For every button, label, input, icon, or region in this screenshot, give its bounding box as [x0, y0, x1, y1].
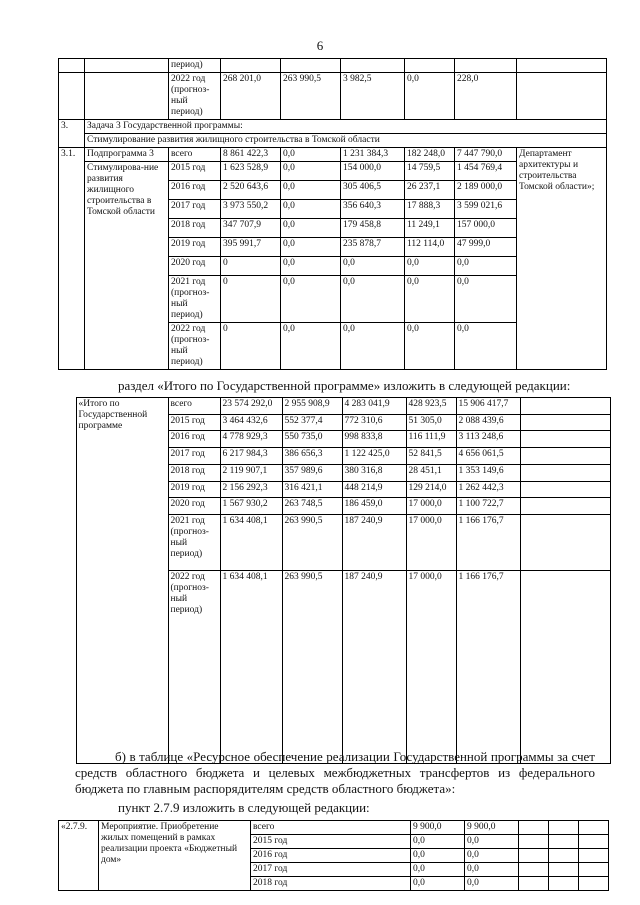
year-cell: 2019 год [168, 481, 220, 498]
empty-cell [579, 877, 609, 891]
value-cell: 0,0 [455, 257, 517, 276]
year-cell: 2017 год [251, 863, 411, 877]
empty-cell [549, 849, 579, 863]
empty-cell [517, 73, 607, 120]
value-cell: 182 248,0 [405, 148, 455, 162]
empty-cell [549, 877, 579, 891]
empty-cell [520, 448, 610, 465]
value-cell: 0,0 [281, 257, 341, 276]
value-cell: 356 640,3 [341, 200, 405, 219]
value-cell: 263 990,5 [282, 514, 342, 570]
empty-cell [520, 514, 610, 570]
year-cell: 2021 год (прогноз-ный период) [169, 276, 221, 323]
value-cell: 2 156 292,3 [220, 481, 282, 498]
value-cell: 2 955 908,9 [282, 398, 342, 415]
page-number: 6 [316, 38, 324, 53]
amendment-paragraph: б) в таблице «Ресурсное обеспечение реализации Государственной программы за счет средств областного бюджета и целевых межбюджетных трансфертов из федерального бюджета по главным распорядителям средств областного бюджета»: [75, 749, 595, 796]
value-cell: 268 201,0 [221, 73, 281, 120]
value-cell: 4 656 061,5 [456, 448, 520, 465]
item-number: «2.7.9. [59, 821, 99, 891]
value-cell: 8 861 422,3 [221, 148, 281, 162]
subprogram-name: Подпрограмма 3 [85, 148, 169, 162]
value-cell: 0,0 [405, 323, 455, 370]
value-cell: 0,0 [281, 200, 341, 219]
value-cell: 23 574 292,0 [220, 398, 282, 415]
year-cell: 2016 год [169, 181, 221, 200]
value-cell: 0,0 [465, 863, 519, 877]
empty-cell [520, 431, 610, 448]
empty-cell [520, 414, 610, 431]
value-cell: 9 900,0 [465, 821, 519, 835]
value-cell: 1 634 408,1 [220, 514, 282, 570]
value-cell: 0,0 [281, 181, 341, 200]
value-cell: 129 214,0 [406, 481, 456, 498]
empty-cell [549, 835, 579, 849]
resource-table [58, 820, 609, 891]
value-cell: 1 353 149,6 [456, 464, 520, 481]
value-cell: 357 989,6 [282, 464, 342, 481]
value-cell: 3 113 248,6 [456, 431, 520, 448]
value-cell: 386 656,3 [282, 448, 342, 465]
value-cell: 26 237,1 [405, 181, 455, 200]
value-cell: 0,0 [281, 219, 341, 238]
num-cell [59, 73, 85, 120]
value-cell: 3 982,5 [341, 73, 405, 120]
value-cell: 0,0 [405, 73, 455, 120]
value-cell: 17 888,3 [405, 200, 455, 219]
num-cell [59, 59, 85, 73]
year-cell: 2020 год [168, 498, 220, 515]
value-cell: 1 166 176,7 [456, 571, 520, 764]
value-cell: 0,0 [341, 323, 405, 370]
value-cell [341, 59, 405, 73]
value-cell: 1 122 425,0 [342, 448, 406, 465]
value-cell: 428 923,5 [406, 398, 456, 415]
value-cell: 2 088 439,6 [456, 414, 520, 431]
name-cell [85, 59, 169, 73]
year-cell: 2016 год [251, 849, 411, 863]
value-cell: 187 240,9 [342, 571, 406, 764]
year-cell: 2018 год [169, 219, 221, 238]
subprogram-description: Стимулирова-ние развития жилищного строительства в Томской области [85, 162, 169, 370]
value-cell [281, 59, 341, 73]
year-cell: 2022 год (прогноз-ный период) [169, 323, 221, 370]
value-cell: 772 310,6 [342, 414, 406, 431]
value-cell: 316 421,1 [282, 481, 342, 498]
task-title: Задача 3 Государственной программы: [85, 120, 607, 134]
value-cell: 0,0 [281, 162, 341, 181]
value-cell: 0,0 [281, 148, 341, 162]
task-row [59, 134, 607, 148]
value-cell: 179 458,8 [341, 219, 405, 238]
value-cell: 17 000,0 [406, 498, 456, 515]
value-cell: 0,0 [465, 849, 519, 863]
value-cell [455, 59, 517, 73]
item-name: Мероприятие. Приобретение жилых помещений в рамках реализации проекта «Бюджетный дом» [99, 821, 251, 891]
value-cell: 0,0 [455, 323, 517, 370]
value-cell: 0,0 [281, 276, 341, 323]
value-cell: 1 166 176,7 [456, 514, 520, 570]
value-cell: 6 217 984,3 [220, 448, 282, 465]
empty-cell [519, 821, 549, 835]
value-cell: 3 973 550,2 [221, 200, 281, 219]
table-row [59, 148, 607, 162]
year-cell: 2018 год [168, 464, 220, 481]
value-cell: 0,0 [411, 863, 465, 877]
empty-cell [517, 59, 607, 73]
value-cell: 263 990,5 [281, 73, 341, 120]
empty-cell [520, 481, 610, 498]
empty-cell [549, 821, 579, 835]
empty-cell [519, 863, 549, 877]
value-cell: 0,0 [411, 849, 465, 863]
year-cell: всего [168, 398, 220, 415]
value-cell: 448 214,9 [342, 481, 406, 498]
value-cell: 1 454 769,4 [455, 162, 517, 181]
task-subtitle: Стимулирование развития жилищного строительства в Томской области [85, 134, 607, 148]
year-cell: 2018 год [251, 877, 411, 891]
value-cell: 1 231 384,3 [341, 148, 405, 162]
value-cell: 0,0 [411, 835, 465, 849]
year-cell: 2021 год (прогноз-ный период) [168, 514, 220, 570]
subprogram-number: 3.1. [59, 148, 85, 370]
task-row [59, 120, 607, 134]
value-cell: 1 262 442,3 [456, 481, 520, 498]
year-cell: 2022 год (прогноз-ный период) [169, 73, 221, 120]
value-cell: 17 000,0 [406, 514, 456, 570]
year-cell: 2020 год [169, 257, 221, 276]
year-cell: всего [251, 821, 411, 835]
value-cell: 1 567 930,2 [220, 498, 282, 515]
total-name: «Итого по Государственной программе [76, 398, 168, 764]
value-cell: 187 240,9 [342, 514, 406, 570]
value-cell: 263 748,5 [282, 498, 342, 515]
clause-instruction: пункт 2.7.9 изложить в следующей редакции: [118, 800, 370, 815]
value-cell: 0,0 [341, 276, 405, 323]
value-cell: 305 406,5 [341, 181, 405, 200]
value-cell [405, 59, 455, 73]
spacer-cell [68, 398, 76, 764]
year-cell: всего [169, 148, 221, 162]
total-program-table [68, 397, 611, 764]
empty-cell [519, 835, 549, 849]
value-cell: 0,0 [455, 276, 517, 323]
section-instruction: раздел «Итого по Государственной программе» изложить в следующей редакции: [118, 378, 571, 393]
empty-cell [520, 498, 610, 515]
empty-cell [579, 835, 609, 849]
value-cell: 14 759,5 [405, 162, 455, 181]
value-cell: 0 [221, 257, 281, 276]
table-row [59, 59, 607, 73]
value-cell: 0,0 [281, 323, 341, 370]
department-cell: Департамент архитектуры и строительства Томской области»; [517, 148, 607, 370]
value-cell: 347 707,9 [221, 219, 281, 238]
value-cell: 157 000,0 [455, 219, 517, 238]
year-cell: 2015 год [168, 414, 220, 431]
value-cell: 2 189 000,0 [455, 181, 517, 200]
empty-cell [520, 571, 610, 764]
year-cell: 2022 год (прогноз-ный период) [168, 571, 220, 764]
value-cell: 1 634 408,1 [220, 571, 282, 764]
table-row [59, 73, 607, 120]
value-cell: 0 [221, 276, 281, 323]
empty-cell [549, 863, 579, 877]
table-row [68, 398, 610, 415]
empty-cell [519, 849, 549, 863]
value-cell: 0,0 [465, 877, 519, 891]
value-cell: 0,0 [405, 257, 455, 276]
value-cell: 998 833,8 [342, 431, 406, 448]
year-cell: 2017 год [168, 448, 220, 465]
value-cell: 235 878,7 [341, 238, 405, 257]
value-cell: 0,0 [465, 835, 519, 849]
value-cell: 17 000,0 [406, 571, 456, 764]
value-cell: 4 778 929,3 [220, 431, 282, 448]
value-cell: 3 464 432,6 [220, 414, 282, 431]
value-cell: 395 991,7 [221, 238, 281, 257]
value-cell: 550 735,0 [282, 431, 342, 448]
year-cell: 2015 год [169, 162, 221, 181]
value-cell: 154 000,0 [341, 162, 405, 181]
value-cell: 47 999,0 [455, 238, 517, 257]
value-cell: 2 119 907,1 [220, 464, 282, 481]
empty-cell [520, 398, 610, 415]
year-cell: 2015 год [251, 835, 411, 849]
value-cell: 0,0 [405, 276, 455, 323]
value-cell: 1 100 722,7 [456, 498, 520, 515]
name-cell [85, 73, 169, 120]
year-cell: 2019 год [169, 238, 221, 257]
value-cell: 380 316,8 [342, 464, 406, 481]
empty-cell [579, 849, 609, 863]
year-cell: 2016 год [168, 431, 220, 448]
value-cell: 7 447 790,0 [455, 148, 517, 162]
program-table-top [58, 58, 607, 370]
value-cell [221, 59, 281, 73]
value-cell: 116 111,9 [406, 431, 456, 448]
value-cell: 3 599 021,6 [455, 200, 517, 219]
value-cell: 15 906 417,7 [456, 398, 520, 415]
value-cell: 112 114,0 [405, 238, 455, 257]
value-cell: 1 623 528,9 [221, 162, 281, 181]
empty-cell [579, 821, 609, 835]
value-cell: 0,0 [341, 257, 405, 276]
value-cell: 11 249,1 [405, 219, 455, 238]
value-cell: 2 520 643,6 [221, 181, 281, 200]
value-cell: 186 459,0 [342, 498, 406, 515]
table-row [59, 821, 609, 835]
year-cell: период) [169, 59, 221, 73]
empty-cell [579, 863, 609, 877]
empty-cell [519, 877, 549, 891]
year-cell: 2017 год [169, 200, 221, 219]
empty-cell [520, 464, 610, 481]
value-cell: 228,0 [455, 73, 517, 120]
value-cell: 0,0 [281, 238, 341, 257]
value-cell: 28 451,1 [406, 464, 456, 481]
value-cell: 52 841,5 [406, 448, 456, 465]
value-cell: 0 [221, 323, 281, 370]
task-number: 3. [59, 120, 85, 148]
value-cell: 0,0 [411, 877, 465, 891]
value-cell: 263 990,5 [282, 571, 342, 764]
value-cell: 51 305,0 [406, 414, 456, 431]
value-cell: 9 900,0 [411, 821, 465, 835]
value-cell: 552 377,4 [282, 414, 342, 431]
value-cell: 4 283 041,9 [342, 398, 406, 415]
